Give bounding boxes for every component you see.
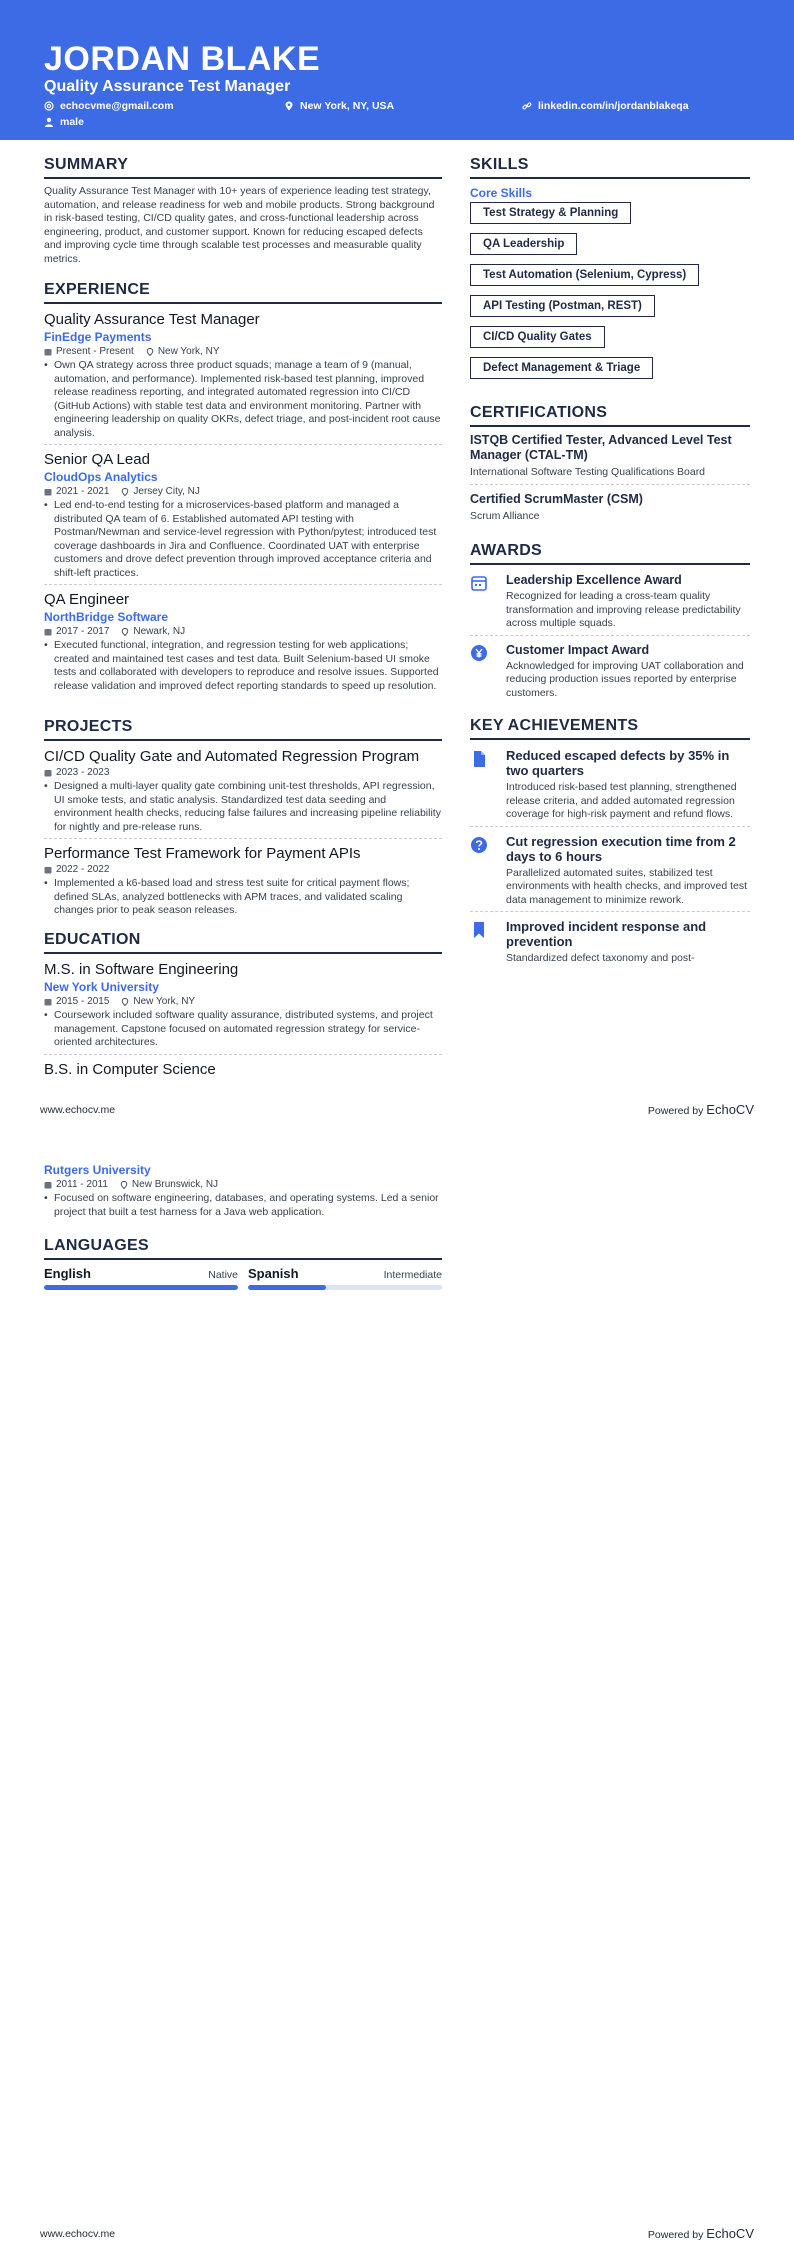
achievement-title: Cut regression execution time from 2 days to 6 hours [506,833,736,864]
achievement-title: Improved incident response and prevention [506,919,707,949]
skill-chip: QA Leadership [470,233,577,255]
summary-section [44,156,442,266]
award-description: Acknowledged for improving UAT collaboration and reducing production issues reported by enterprise customers. [506,659,744,699]
achievement-description: Parallelized automated suites, stabilized test environments with health checks, and improved test data management to minimize rework. [506,866,748,906]
footer-site[interactable]: www.echocv.me [40,2228,116,2240]
section-title: PROJECTS [44,718,442,741]
section-title: LANGUAGES [44,1237,442,1260]
skills-section [470,156,750,379]
certification-item [470,492,750,524]
language-bar [44,1285,238,1290]
company-name: CloudOps Analytics [44,470,158,484]
award-item [470,573,750,636]
certification-name: Certified ScrumMaster (CSM) [470,491,643,506]
certification-item [470,433,750,485]
job-title: Quality Assurance Test Manager [44,311,260,328]
person-icon [44,117,54,127]
section-title: EDUCATION [44,931,442,954]
contact-email[interactable]: echocvme@gmail.com [44,100,174,112]
contact-linkedin[interactable]: linkedin.com/in/jordanblakeqa [522,100,689,112]
experience-section [44,281,442,693]
yen-coin-icon [470,644,488,662]
award-name: Leadership Excellence Award [506,573,682,587]
award-description: Recognized for leading a cross-team quality transformation and improving release predictability across multiple squads. [506,590,741,629]
awards-section [470,542,750,700]
school-name: Rutgers University [44,1163,151,1177]
document-icon [470,750,488,768]
school-name: New York University [44,980,159,994]
bookmark-icon [470,921,488,939]
map-pin-icon [121,628,129,636]
award-name: Customer Impact Award [506,642,650,657]
language-level: Intermediate [383,1269,442,1281]
language-item [248,1266,442,1290]
project-meta: 2023 - 2023 [44,767,442,778]
calendar-icon [44,628,52,636]
job-description: • Led end-to-end testing for a microservices-based platform and managed a distributed QA team of 6. Established automated API testing with Postman/Newman and service-level regression with Python/pytest; introduced test coverage dashboards in Jira and Confluence. Coordinated UAT with enterprise customers and drove defect prevention through improved acceptance criteria and shift-left practices. [44,499,442,580]
education-description: • Coursework included software quality assurance, distributed systems, and project management. Capstone focused on automated regression strategy for service-oriented architectures. [44,1009,442,1050]
project-item [44,748,442,839]
job-meta: 2021 - 2021 Jersey City, NJ [44,486,442,497]
section-title: CERTIFICATIONS [470,404,750,427]
job-meta: 2017 - 2017 Newark, NJ [44,626,442,637]
languages-list [44,1266,442,1290]
company-name: NorthBridge Software [44,610,169,624]
section-title: AWARDS [470,542,750,565]
achievement-item [470,748,750,827]
certification-issuer: Scrum Alliance [470,509,540,522]
achievement-item [470,919,750,966]
calendar-icon [44,348,52,356]
calendar-icon [44,488,52,496]
achievement-item [470,834,750,913]
calendar-icon [470,574,488,592]
project-title: CI/CD Quality Gate and Automated Regression Program [44,748,420,765]
language-bar-fill [44,1285,238,1290]
map-pin-icon [120,1181,128,1189]
language-level: Native [208,1269,238,1281]
summary-text: Quality Assurance Test Manager with 10+ years of experience leading test strategy, automation, and release readiness for web and mobile products. Strong background in risk-based testing, CI/CD quality gates, and cross-functional leadership across engineering, product, and customer support. Known for reducing escaped defects and improving cycle time through scalable test processes and measurable quality metrics. [44,185,435,265]
header-banner [0,0,794,140]
map-pin-icon [284,101,294,111]
map-pin-icon [146,348,154,356]
footer-brand: EchoCV [706,2226,754,2241]
company-name: FinEdge Payments [44,330,152,344]
job-meta: Present - Present New York, NY [44,346,442,357]
calendar-icon [44,866,52,874]
calendar-icon [44,769,52,777]
experience-item [44,451,442,585]
section-title: KEY ACHIEVEMENTS [470,717,750,740]
skill-chip: Defect Management & Triage [470,357,653,379]
project-meta: 2022 - 2022 [44,864,442,875]
language-bar-fill [248,1285,326,1290]
project-item [44,845,442,918]
certification-issuer: International Software Testing Qualifications Board [470,466,706,478]
degree-title: M.S. in Software Engineering [44,961,239,978]
skills-list [470,202,750,379]
footer-brand: EchoCV [706,1102,754,1117]
education-meta: 2011 - 2011 New Brunswick, NJ [44,1179,442,1190]
education-continued [44,1163,442,1219]
section-title: EXPERIENCE [44,281,442,304]
certifications-section [470,404,750,523]
skill-chip: API Testing (Postman, REST) [470,295,655,317]
job-title: QA Engineer [44,591,130,608]
job-description: • Executed functional, integration, and regression testing for web applications; created and maintained test cases and test data. Built Selenium-based UI smoke tests and collaborated with developers to reproduce and resolve issues. Supported release validation and improved defect reporting standards to speed up resolution. [44,639,442,693]
achievements-section [470,717,750,990]
calendar-icon [44,998,52,1006]
section-title: SUMMARY [44,156,442,179]
language-item [44,1266,238,1290]
question-icon [470,836,488,854]
link-icon [522,101,532,111]
skill-chip: Test Strategy & Planning [470,202,631,224]
project-description: • Implemented a k6-based load and stress test suite for critical payment flows; defined SLAs, analyzed bottlenecks with APM traces, and validated scaling changes prior to peak season releases. [44,877,442,918]
education-item [44,961,442,1055]
footer-site[interactable]: www.echocv.me [40,1104,116,1116]
skill-chip: CI/CD Quality Gates [470,326,605,348]
award-item [470,643,750,701]
language-name: English [44,1266,91,1281]
skill-chip: Test Automation (Selenium, Cypress) [470,264,699,286]
footer-powered: Powered by EchoCV [647,1102,754,1117]
achievement-description: Introduced risk-based test planning, strengthened release criteria, and added automated regression coverage for high-risk payment and refund flows. [506,781,737,820]
achievement-description: Standardized defect taxonomy and post- [506,952,695,964]
job-description: • Own QA strategy across three product squads; manage a team of 9 (manual, automation, and performance). Implemented risk-based test planning, improved release readiness reporting, and integrated automated regression into CI/CD (GitHub Actions) with stable test data and environment monitoring. Partner with engineering leadership on quality OKRs, defect triage, and post-incident root cause analysis. [44,359,442,440]
certification-name: ISTQB Certified Tester, Advanced Level Test Manager (CTAL-TM) [470,433,732,462]
achievement-title: Reduced escaped defects by 35% in two quarters [506,748,730,778]
map-pin-icon [121,998,129,1006]
project-description: • Designed a multi-layer quality gate combining unit-test thresholds, API regression, UI smoke tests, and static analysis. Standardized test data seeding and environment health checks, reducing false failures and increasing pipeline reliability for nightly and pre-release runs. [44,780,442,834]
experience-item [44,591,442,693]
education-section [44,931,442,1078]
language-name: Spanish [248,1266,299,1281]
section-title: SKILLS [470,156,750,179]
at-icon [44,101,54,111]
footer-powered: Powered by EchoCV [647,2226,754,2241]
education-description: • Focused on software engineering, databases, and operating systems. Led a senior project that built a test harness for a Java web application. [44,1192,442,1219]
calendar-icon [44,1181,52,1189]
project-title: Performance Test Framework for Payment APIs [44,845,361,862]
language-bar [248,1285,442,1290]
projects-section [44,718,442,918]
candidate-name: JORDAN BLAKE [44,40,321,78]
candidate-role: Quality Assurance Test Manager [44,78,291,95]
contact-gender: male [44,116,84,128]
education-meta: 2015 - 2015 New York, NY [44,996,442,1007]
map-pin-icon [121,488,129,496]
contact-location: New York, NY, USA [284,100,394,112]
degree-title: B.S. in Computer Science [44,1060,216,1078]
experience-item [44,311,442,445]
languages-section [44,1237,442,1290]
skills-group-title: Core Skills [470,186,533,200]
job-title: Senior QA Lead [44,451,150,468]
